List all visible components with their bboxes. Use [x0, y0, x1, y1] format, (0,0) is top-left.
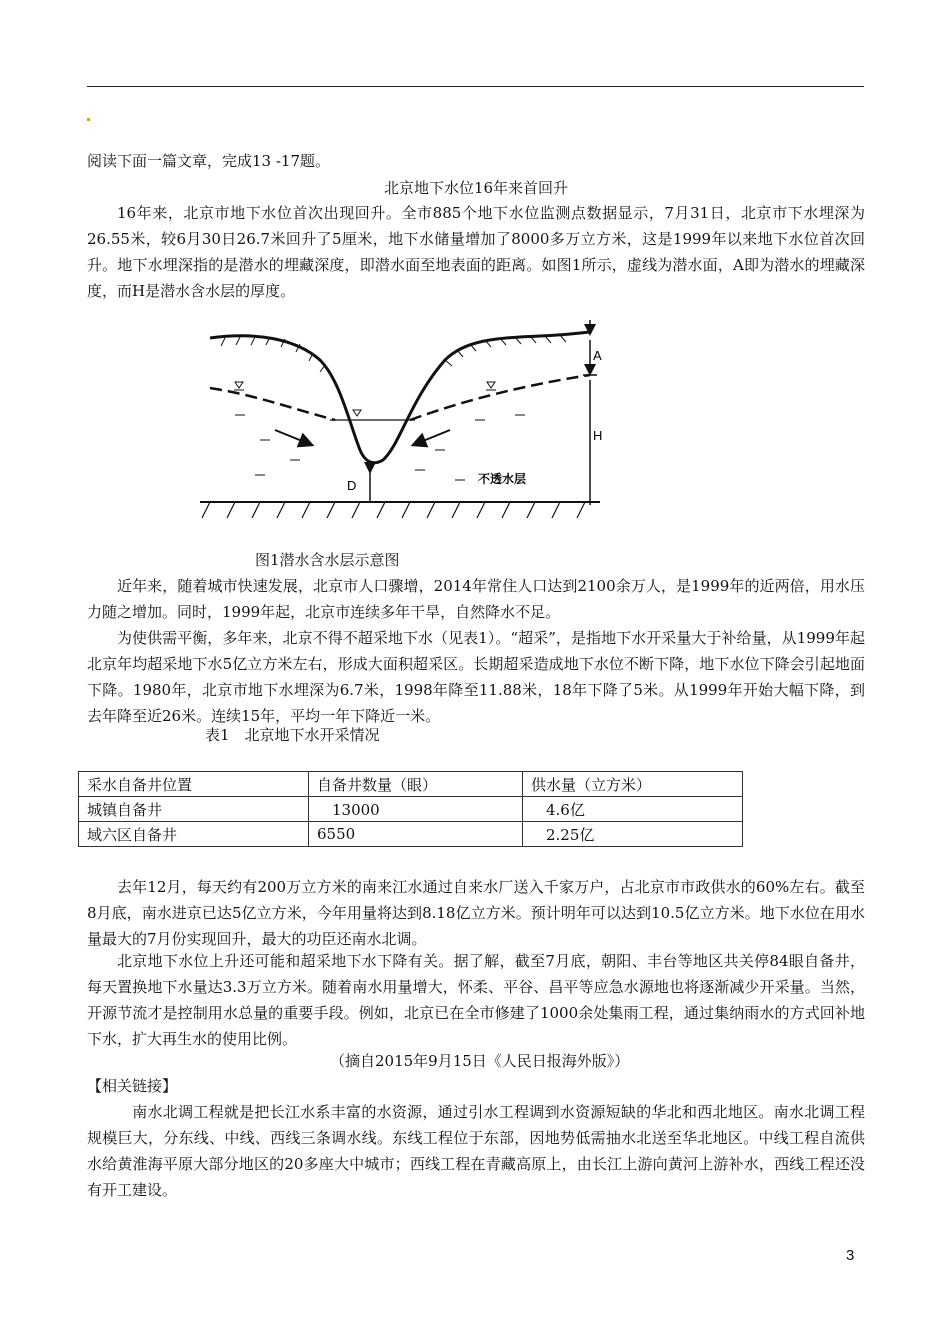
- paragraph-5: 北京地下水位上升还可能和超采地下水下降有关。据了解，截至7月底，朝阳、丰台等地区共关停84眼自备井，每天置换地下水量达3.3万立方米。随着南水用量增大，怀柔、平谷、昌平等应急水源地也将逐渐减少开采量。当然，开源节流才是控制用水总量的重要手段。例如，北京已在全市修建了1000余处集雨工程，通过集纳雨水的方式回补地下水，扩大再生水的使用比例。: [87, 952, 865, 1048]
- table-cell: 2.25亿: [523, 822, 743, 847]
- table-header-cell: 供水量（立方米）: [523, 772, 743, 797]
- article-source: （摘自2015年9月15日《人民日报海外版》）: [330, 1052, 630, 1070]
- figure-caption: 图1潜水含水层示意图: [255, 551, 400, 569]
- table-cell: 6550: [309, 822, 523, 847]
- water-table: [210, 375, 590, 420]
- paragraph-3: 为使供需平衡，多年来，北京不得不超采地下水（见表1）。“超采”，是指地下水开采量大于补给量，从1999年起北京年均超采地下水5亿立方米左右，形成大面积超采区。长期超采造成地下水位不断下降，地下水位下降会引起地面下降。1980年，北京市地下水埋深为6.7米，1998年降至11.88米，18年下降了5米。从1999年开始大幅下降，到去年降至近26米。连续15年，平均一年下降近一米。: [87, 629, 865, 725]
- table-cell: 4.6亿: [523, 797, 743, 822]
- label-impermeable-layer: 不透水层: [478, 472, 527, 486]
- related-link-text: 南水北调工程就是把长江水系丰富的水资源，通过引水工程调到水资源短缺的华北和西北地区。南水北调工程规模巨大，分东线、中线、西线三条调水线。东线工程位于东部，因地势低需抽水北送至华北地区。中线工程自流供水给黄淮海平原大部分地区的20多座大中城市；西线工程在青藏高原上，由长江上游向黄河上游补水，西线工程还没有开工建设。: [87, 1103, 865, 1199]
- label-d: D: [347, 478, 357, 493]
- paragraph-1: 16年来，北京市地下水位首次出现回升。全市885个地下水位监测点数据显示，7月31日，北京市下水埋深为26.55米，较6月30日26.7米回升了5厘米，地下水储量增加了8000多万立方米，这是1999年以来地下水位首次回升。地下水埋深指的是潜水的埋藏深度，即潜水面至地表面的距离。如图1所示，虚线为潜水面，A即为潜水的埋藏深度，而H是潜水含水层的厚度。: [87, 204, 865, 300]
- base-hatch: [202, 502, 585, 518]
- paragraph-2: 近年来，随着城市快速发展，北京市人口骤增，2014年常住人口达到2100余万人，是1999年的近两倍，用水压力随之增加。同时，1999年起，北京市连续多年干旱，自然降水不足。: [87, 577, 865, 621]
- margin-mark: [87, 118, 90, 121]
- flow-arrow-left: [275, 430, 307, 443]
- table-row: [79, 822, 743, 847]
- header-rule: [87, 86, 864, 87]
- aquifer-diagram: [195, 320, 610, 525]
- table-caption: 表1 北京地下水开采情况: [205, 726, 380, 744]
- extraction-table: [78, 771, 743, 847]
- ground-surface: [210, 332, 590, 463]
- table-cell: 城镇自备井: [79, 797, 309, 822]
- paragraph-4: 去年12月，每天约有200万立方米的南来江水通过自来水厂送入千家万户，占北京市市政供水的60%左右。截至8月底，南水进京已达5亿立方米，今年用量将达到8.18亿立方米。预计明年可以达到10.5亿立方米。地下水位在用水量最大的7月份实现回升，最大的功臣还南水北调。: [87, 878, 865, 948]
- table-header-row: [79, 772, 743, 797]
- intro-instruction: 阅读下面一篇文章，完成13 -17题。: [87, 152, 331, 170]
- page-number: 3: [846, 1247, 855, 1264]
- table-row: [79, 797, 743, 822]
- related-link-heading: 【相关链接】: [87, 1077, 178, 1095]
- table-header-cell: 自备井数量（眼）: [309, 772, 523, 797]
- article-title: 北京地下水位16年来首回升: [383, 179, 569, 197]
- label-h: H: [593, 428, 603, 443]
- label-a: A: [593, 348, 602, 363]
- flow-arrow-right: [418, 430, 450, 443]
- table-cell: 域六区自备井: [79, 822, 309, 847]
- table-header-cell: 采水自备井位置: [79, 772, 309, 797]
- ground-hatch: [221, 335, 566, 372]
- table-cell: 13000: [309, 797, 523, 822]
